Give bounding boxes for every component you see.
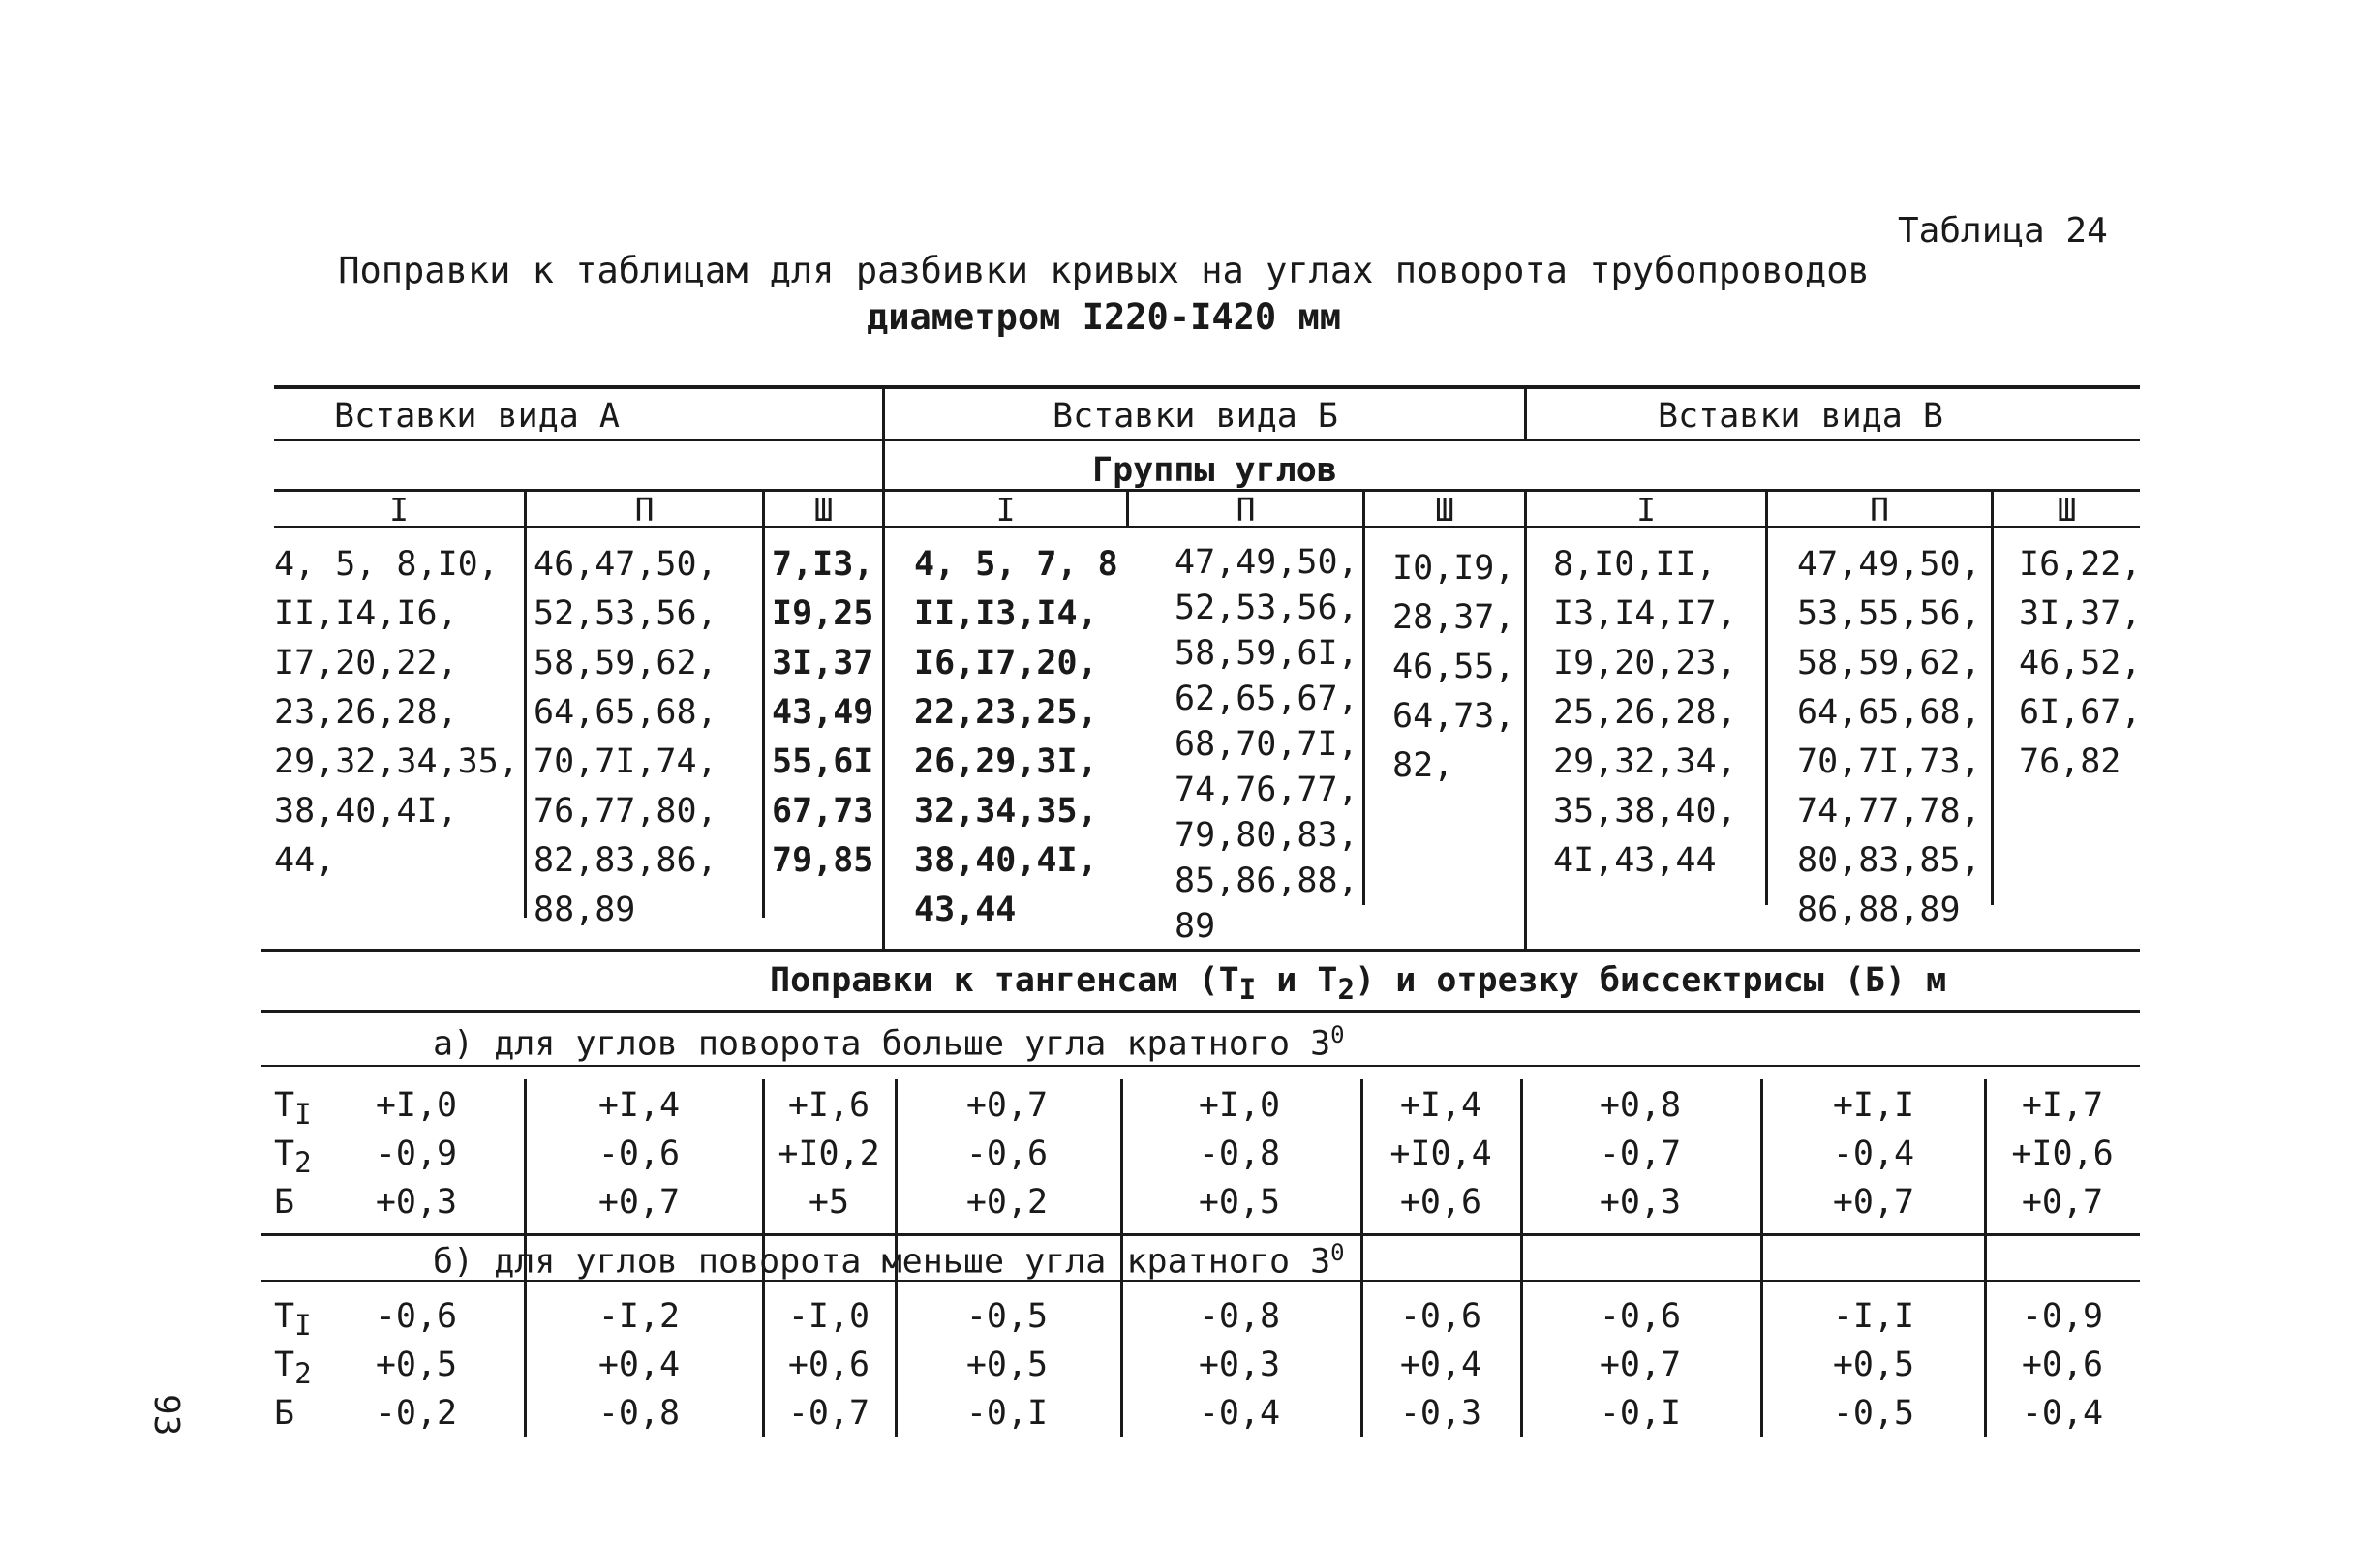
row-label-text: Б (274, 1394, 295, 1433)
angle-list-line: 74,77,78, (1797, 792, 1981, 831)
table-title (329, 248, 1878, 341)
angle-list-line: 64,73, (1392, 697, 1515, 736)
angle-list-line: 70,7I,74, (534, 742, 717, 781)
vrule-col-2 (762, 489, 765, 918)
angle-list-line: 4I,43,44 (1553, 841, 1717, 880)
correction-value: +0,3 (1599, 1183, 1682, 1222)
angle-list-a-2 (534, 540, 717, 935)
correction-value: -0,6 (375, 1297, 458, 1336)
angle-list-line: 76,82 (2019, 742, 2121, 781)
angle-list-line: 4, 5, 7, 8 (914, 545, 1118, 584)
corrections-title-tail: ) и отрезку биссектрисы (Б) м (1355, 961, 1947, 1000)
angle-list-line: 3I,37 (772, 644, 874, 682)
rule-corrections-title (261, 1010, 2140, 1013)
angle-list-line: I3,I4,I7, (1553, 594, 1737, 633)
row-label (274, 1135, 312, 1179)
angle-list-line: 64,65,68, (1797, 693, 1981, 732)
angle-list-c-1 (1553, 540, 1737, 886)
row-label-sub: 2 (294, 1146, 312, 1179)
correction-value: -0,I (1599, 1394, 1682, 1433)
angle-list-line: 22,23,25, (914, 693, 1098, 732)
correction-value: -0,8 (597, 1394, 681, 1433)
section-b-sup: 0 (1330, 1239, 1345, 1266)
angle-list-line: 58,59,62, (1797, 644, 1981, 682)
angle-list-line: 44, (274, 841, 336, 880)
section-b-text: б) для углов поворота меньше угла кратного 3 (433, 1242, 1331, 1282)
angle-list-line: 58,59,62, (534, 644, 717, 682)
correction-value: -0,6 (597, 1135, 681, 1173)
row-label-sub: 2 (294, 1357, 312, 1390)
rule-section-a-bottom (261, 1233, 2140, 1236)
correction-value: -0,3 (1399, 1394, 1482, 1433)
section-a-text: а) для углов поворота больше угла кратного 3 (433, 1024, 1331, 1064)
angle-list-line: 58,59,6I, (1175, 634, 1358, 673)
angle-list-line: 46,52, (2019, 644, 2142, 682)
correction-value: +0,5 (1198, 1183, 1281, 1222)
angle-list-line: 28,37, (1392, 598, 1515, 637)
correction-value: -0,6 (1399, 1297, 1482, 1336)
correction-value: +0,3 (1198, 1346, 1281, 1384)
angle-list-line: 68,70,7I, (1175, 725, 1358, 764)
row-label-text: T (274, 1086, 295, 1125)
angle-list-line: 29,32,34,35, (274, 742, 519, 781)
corrections-title-and: и T (1256, 961, 1338, 1000)
vrule-corr-7 (1760, 1079, 1763, 1437)
angle-list-b-2 (1175, 540, 1358, 950)
angle-list-line: 43,44 (914, 891, 1017, 929)
correction-value: -0,6 (1599, 1297, 1682, 1336)
correction-value: +0,6 (787, 1346, 870, 1384)
angle-list-line: 46,55, (1392, 648, 1515, 686)
vrule-group-b-c (1524, 385, 1527, 441)
angle-list-line: I9,20,23, (1553, 644, 1737, 682)
table-number: Таблица 24 (1898, 211, 2108, 251)
row-label-text: T (274, 1297, 295, 1336)
vrule-col-5 (1362, 489, 1365, 905)
angle-list-line: 82,83,86, (534, 841, 717, 880)
corrections-title-start: Поправки к тангенсам (T (770, 961, 1239, 1000)
angle-list-line: I6,I7,20, (914, 644, 1098, 682)
angle-list-c-3 (2019, 540, 2141, 787)
vrule-corr-6 (1520, 1079, 1523, 1437)
correction-value: +0,4 (1399, 1346, 1482, 1384)
subheader-b-3: Ш (1435, 491, 1454, 529)
angle-list-line: 86,88,89 (1797, 891, 1961, 929)
title-line-2: диаметром I220-I420 мм (866, 296, 1342, 338)
angle-list-line: 47,49,50, (1175, 543, 1358, 582)
angle-list-line: 26,29,3I, (914, 742, 1098, 781)
angle-list-line: 46,47,50, (534, 545, 717, 584)
correction-value: -0,8 (1198, 1135, 1281, 1173)
correction-value: -0,I (965, 1394, 1049, 1433)
section-a-label (433, 1021, 1345, 1064)
correction-value: +0,7 (597, 1183, 681, 1222)
correction-value: +I,4 (1399, 1086, 1482, 1125)
angle-list-line: 25,26,28, (1553, 693, 1737, 732)
row-label (274, 1346, 312, 1390)
subheader-b-2: П (1236, 491, 1256, 529)
angle-list-a-3 (772, 540, 873, 886)
correction-value: -I,2 (597, 1297, 681, 1336)
correction-value: -0,4 (2021, 1394, 2104, 1433)
angle-list-line: 82, (1392, 746, 1454, 785)
correction-value: -0,8 (1198, 1297, 1281, 1336)
correction-value: -0,7 (787, 1394, 870, 1433)
correction-value: +5 (808, 1183, 850, 1222)
row-label (274, 1297, 312, 1342)
angle-list-line: 76,77,80, (534, 792, 717, 831)
title-line-1: Поправки к таблицам для разбивки кривых на углах поворота трубопроводов (338, 250, 1870, 291)
row-label-sub: I (294, 1309, 312, 1342)
correction-value: +0,6 (1399, 1183, 1482, 1222)
angle-list-line: I0,I9, (1392, 549, 1515, 588)
page-number: 93 (146, 1394, 186, 1437)
row-label-sub: I (294, 1098, 312, 1131)
group-header-c: Вставки вида В (1658, 397, 1944, 436)
row-label (274, 1394, 294, 1433)
angle-list-line: 23,26,28, (274, 693, 458, 732)
correction-value: +I,0 (1198, 1086, 1281, 1125)
angle-list-line: 74,76,77, (1175, 771, 1358, 809)
angle-list-line: 79,85 (772, 841, 874, 880)
angle-list-line: I6,22, (2019, 545, 2142, 584)
angle-list-line: 88,89 (534, 891, 636, 929)
angle-list-line: I7,20,22, (274, 644, 458, 682)
angle-list-line: 85,86,88, (1175, 862, 1358, 900)
angle-list-a-1 (274, 540, 519, 886)
angle-list-line: 70,7I,73, (1797, 742, 1981, 781)
angle-list-line: 89 (1175, 907, 1216, 946)
correction-value: -0,6 (965, 1135, 1049, 1173)
group-header-a: Вставки вида А (334, 397, 621, 436)
corrections-title-sub1: I (1238, 973, 1257, 1006)
angle-list-line: 52,53,56, (534, 594, 717, 633)
correction-value: +I0,6 (2011, 1135, 2114, 1173)
subheader-c-2: П (1870, 491, 1889, 529)
angle-list-line: 43,49 (772, 693, 874, 732)
angle-list-line: 55,6I (772, 742, 874, 781)
correction-value: +I,6 (787, 1086, 870, 1125)
angle-list-line: 38,40,4I, (914, 841, 1098, 880)
group-header-b: Вставки вида Б (1053, 397, 1339, 436)
correction-value: +I,0 (375, 1086, 458, 1125)
section-b-label (433, 1239, 1345, 1282)
angle-list-line: II,I4,I6, (274, 594, 458, 633)
correction-value: +0,5 (375, 1346, 458, 1384)
correction-value: +0,8 (1599, 1086, 1682, 1125)
row-label (274, 1183, 294, 1222)
row-label-text: T (274, 1135, 295, 1173)
correction-value: +0,3 (375, 1183, 458, 1222)
correction-value: +I,4 (597, 1086, 681, 1125)
correction-value: -0,9 (375, 1135, 458, 1173)
correction-value: +0,2 (965, 1183, 1049, 1222)
correction-value: +0,7 (1832, 1183, 1915, 1222)
angle-list-b-3 (1392, 544, 1514, 791)
correction-value: -0,2 (375, 1394, 458, 1433)
angle-list-line: 3I,37, (2019, 594, 2142, 633)
correction-value: -I,0 (787, 1297, 870, 1336)
angle-list-line: I9,25 (772, 594, 874, 633)
angle-list-line: 4, 5, 8,I0, (274, 545, 499, 584)
row-label-text: T (274, 1346, 295, 1384)
corrections-title (770, 961, 1946, 1006)
angle-list-b-1 (914, 540, 1118, 935)
correction-value: +I,I (1832, 1086, 1915, 1125)
correction-value: -0,5 (965, 1297, 1049, 1336)
correction-value: +I,7 (2021, 1086, 2104, 1125)
vrule-col-7 (1765, 489, 1768, 905)
angle-list-line: II,I3,I4, (914, 594, 1098, 633)
subheader-a-2: П (634, 491, 655, 529)
subheader-a-3: Ш (813, 491, 834, 529)
correction-value: -I,I (1832, 1297, 1915, 1336)
vrule-group-a-b (882, 385, 885, 949)
angle-list-line: 80,83,85, (1797, 841, 1981, 880)
angle-list-c-2 (1797, 540, 1981, 935)
angle-list-line: 47,49,50, (1797, 545, 1981, 584)
angle-list-line: 38,40,4I, (274, 792, 458, 831)
correction-value: -0,4 (1832, 1135, 1915, 1173)
angle-list-line: 29,32,34, (1553, 742, 1737, 781)
angle-list-line: 32,34,35, (914, 792, 1098, 831)
correction-value: +0,5 (1832, 1346, 1915, 1384)
angle-list-line: 52,53,56, (1175, 589, 1358, 627)
correction-value: +0,5 (965, 1346, 1049, 1384)
correction-value: -0,5 (1832, 1394, 1915, 1433)
correction-value: +0,6 (2021, 1346, 2104, 1384)
angle-list-line: 35,38,40, (1553, 792, 1737, 831)
angle-list-line: 7,I3, (772, 545, 874, 584)
correction-value: +I0,4 (1389, 1135, 1492, 1173)
subheader-a-1: I (389, 491, 409, 529)
row-label (274, 1086, 312, 1131)
correction-value: +I0,2 (778, 1135, 880, 1173)
angle-list-line: 67,73 (772, 792, 874, 831)
angle-list-line: 53,55,56, (1797, 594, 1981, 633)
rule-top (274, 385, 2140, 389)
correction-value: -0,4 (1198, 1394, 1281, 1433)
correction-value: -0,9 (2021, 1297, 2104, 1336)
correction-value: -0,7 (1599, 1135, 1682, 1173)
correction-value: +0,7 (2021, 1183, 2104, 1222)
angle-list-line: 79,80,83, (1175, 816, 1358, 855)
angle-list-line: 62,65,67, (1175, 680, 1358, 718)
rule-groups (274, 439, 2140, 441)
angle-list-line: 8,I0,II, (1553, 545, 1717, 584)
row-label-text: Б (274, 1183, 295, 1222)
rule-section-a (261, 1065, 2140, 1067)
vrule-col-1 (524, 489, 527, 918)
vrule-col-8 (1991, 489, 1994, 905)
corrections-title-sub2: 2 (1337, 973, 1356, 1006)
correction-value: +0,7 (1599, 1346, 1682, 1384)
angle-groups-label: Группы углов (1092, 451, 1337, 490)
subheader-c-1: I (1636, 491, 1656, 529)
correction-value: +0,7 (965, 1086, 1049, 1125)
correction-value: +0,4 (597, 1346, 681, 1384)
section-a-sup: 0 (1330, 1021, 1345, 1048)
vrule-group-b-c-lower (1524, 489, 1527, 949)
subheader-c-3: Ш (2057, 491, 2077, 529)
angle-list-line: 64,65,68, (534, 693, 717, 732)
subheader-b-1: I (995, 491, 1016, 529)
angle-list-line: 6I,67, (2019, 693, 2142, 732)
